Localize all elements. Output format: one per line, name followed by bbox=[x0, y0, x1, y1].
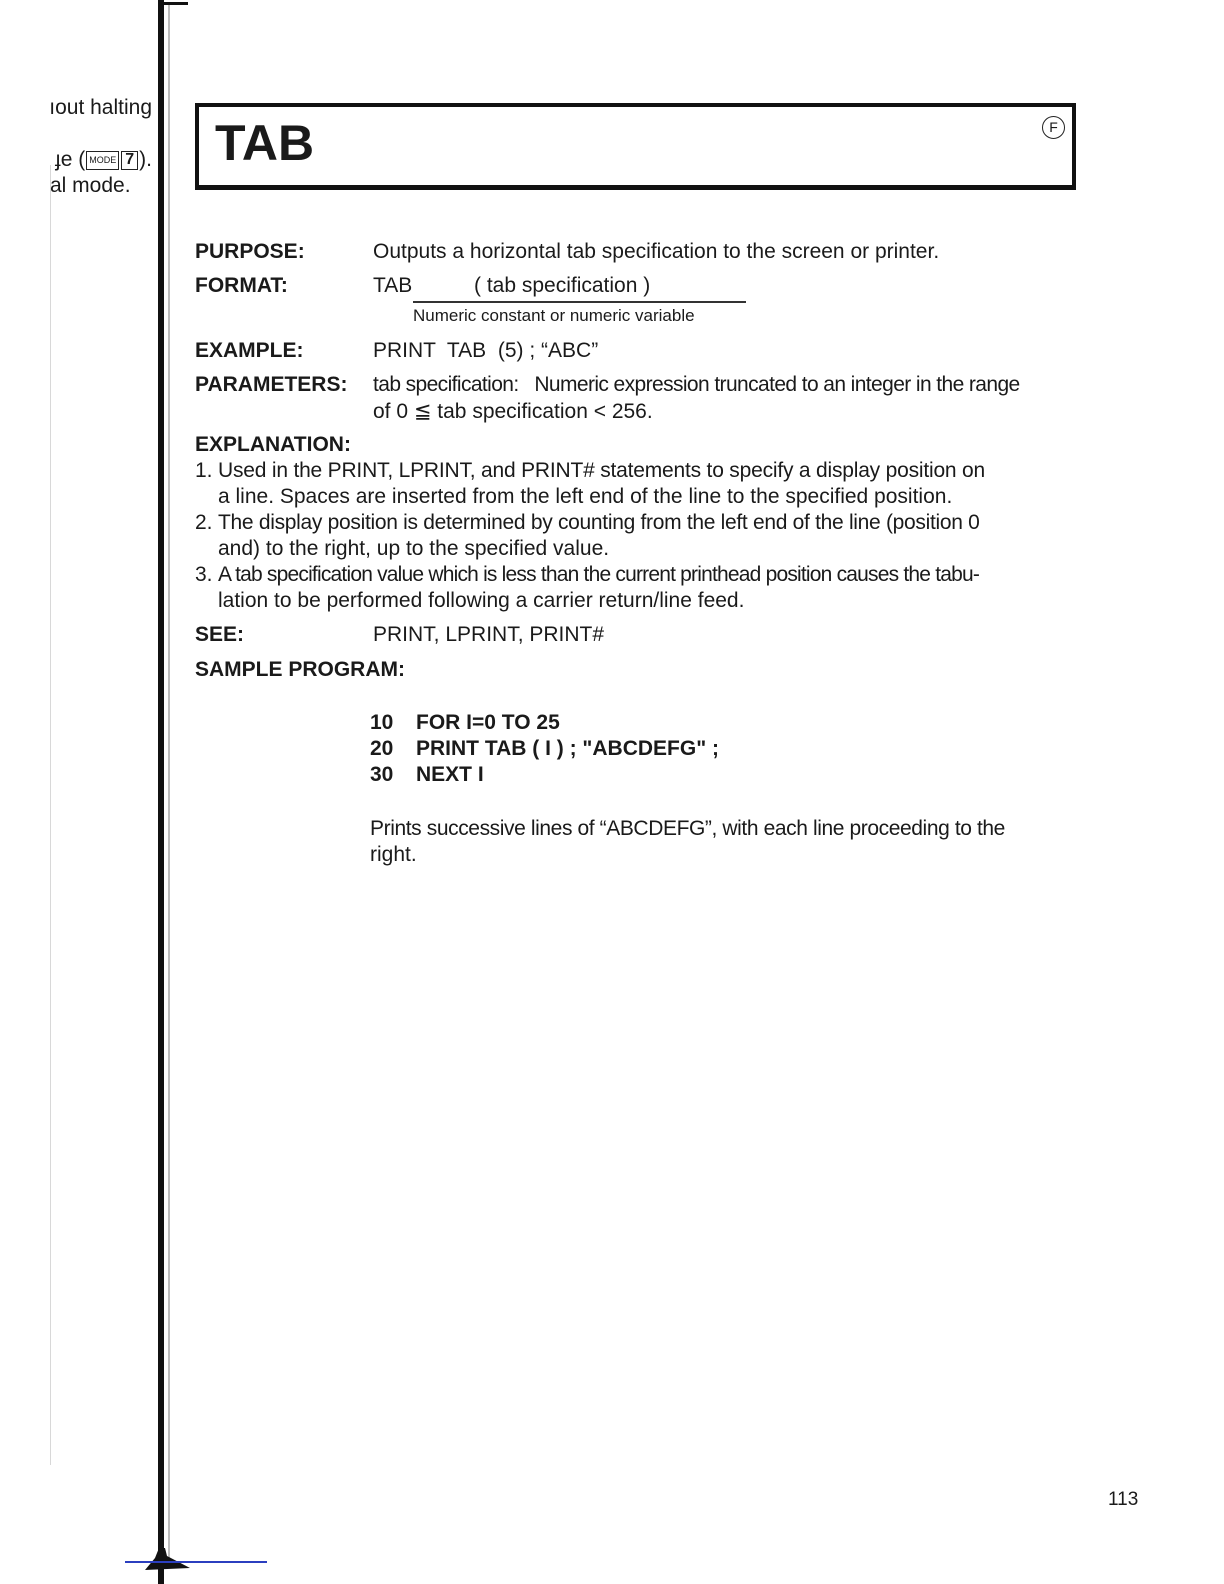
binding-shadow bbox=[168, 5, 170, 1565]
binding-edge bbox=[158, 0, 164, 1584]
explanation-item-1-number: 1. bbox=[195, 459, 213, 482]
explanation-item-1-line-1: Used in the PRINT, LPRINT, and PRINT# statements to specify a display position on bbox=[218, 459, 985, 482]
adjacent-page-text-2 bbox=[0, 148, 152, 172]
see-text: PRINT, LPRINT, PRINT# bbox=[373, 623, 605, 646]
format-label: FORMAT: bbox=[195, 274, 288, 297]
example-label: EXAMPLE: bbox=[195, 339, 304, 362]
seven-key-icon: 7 bbox=[121, 151, 138, 170]
adjacent-page-text-1: ıout halting bbox=[49, 96, 152, 119]
example-text: PRINT TAB (5) ; “ABC” bbox=[373, 339, 599, 362]
parameters-line-2: of 0 ≦ tab specification < 256. bbox=[373, 400, 653, 423]
mode-key-icon: MODE bbox=[86, 151, 119, 170]
format-underline bbox=[413, 301, 746, 303]
code-line bbox=[370, 763, 484, 787]
format-keyword: TAB bbox=[373, 274, 413, 297]
explanation-item-2-line-1: The display position is determined by counting from the left end of the line (position 0 bbox=[218, 511, 980, 534]
binding-base-mark bbox=[145, 1548, 190, 1570]
f-badge-icon: F bbox=[1042, 116, 1065, 139]
sample-description-line-1: Prints successive lines of “ABCDEFG”, with each line proceeding to the bbox=[370, 817, 1005, 840]
code-line bbox=[370, 711, 560, 735]
format-argument: ( tab specification ) bbox=[474, 274, 651, 297]
code-line-number: 30 bbox=[370, 763, 394, 786]
see-label: SEE: bbox=[195, 623, 245, 646]
parameters-label: PARAMETERS: bbox=[195, 373, 348, 396]
code-line-text: NEXT I bbox=[416, 763, 484, 786]
explanation-item-3-number: 3. bbox=[195, 563, 213, 586]
code-line-number: 10 bbox=[370, 711, 394, 734]
adjacent-page-text-3: al mode. bbox=[50, 174, 131, 197]
title-box bbox=[195, 103, 1076, 190]
parameters-line-1: tab specification: Numeric expression truncated to an integer in the range bbox=[373, 373, 1020, 396]
page-number: 113 bbox=[1108, 1489, 1139, 1510]
page-title: TAB bbox=[215, 115, 315, 171]
explanation-label: EXPLANATION: bbox=[195, 433, 351, 456]
explanation-item-2-number: 2. bbox=[195, 511, 213, 534]
explanation-item-3-line-2: lation to be performed following a carrier return/line feed. bbox=[218, 589, 745, 612]
adjacent-page-text-2-prefix: ɟe ( bbox=[54, 148, 86, 171]
format-note: Numeric constant or numeric variable bbox=[413, 306, 695, 325]
sample-description-line-2: right. bbox=[370, 843, 417, 866]
explanation-item-2-line-2: and) to the right, up to the specified value. bbox=[218, 537, 610, 560]
scan-edge-line bbox=[125, 1561, 267, 1563]
code-line-number: 20 bbox=[370, 737, 394, 760]
purpose-text: Outputs a horizontal tab specification to the screen or printer. bbox=[373, 240, 940, 263]
code-line bbox=[370, 737, 719, 761]
explanation-item-3-line-1: A tab specification value which is less than the current printhead position causes the tabu- bbox=[218, 563, 980, 586]
sample-program-label: SAMPLE PROGRAM: bbox=[195, 658, 405, 681]
code-line-text: FOR I=0 TO 25 bbox=[416, 711, 560, 734]
binding-edge-top bbox=[160, 2, 188, 5]
adjacent-page-text-2-suffix: ). bbox=[139, 148, 152, 171]
adjacent-page-edge bbox=[50, 165, 51, 1465]
code-line-text: PRINT TAB ( I ) ; "ABCDEFG" ; bbox=[416, 737, 719, 760]
purpose-label: PURPOSE: bbox=[195, 240, 305, 263]
explanation-item-1-line-2: a line. Spaces are inserted from the left end of the line to the specified position. bbox=[218, 485, 953, 508]
